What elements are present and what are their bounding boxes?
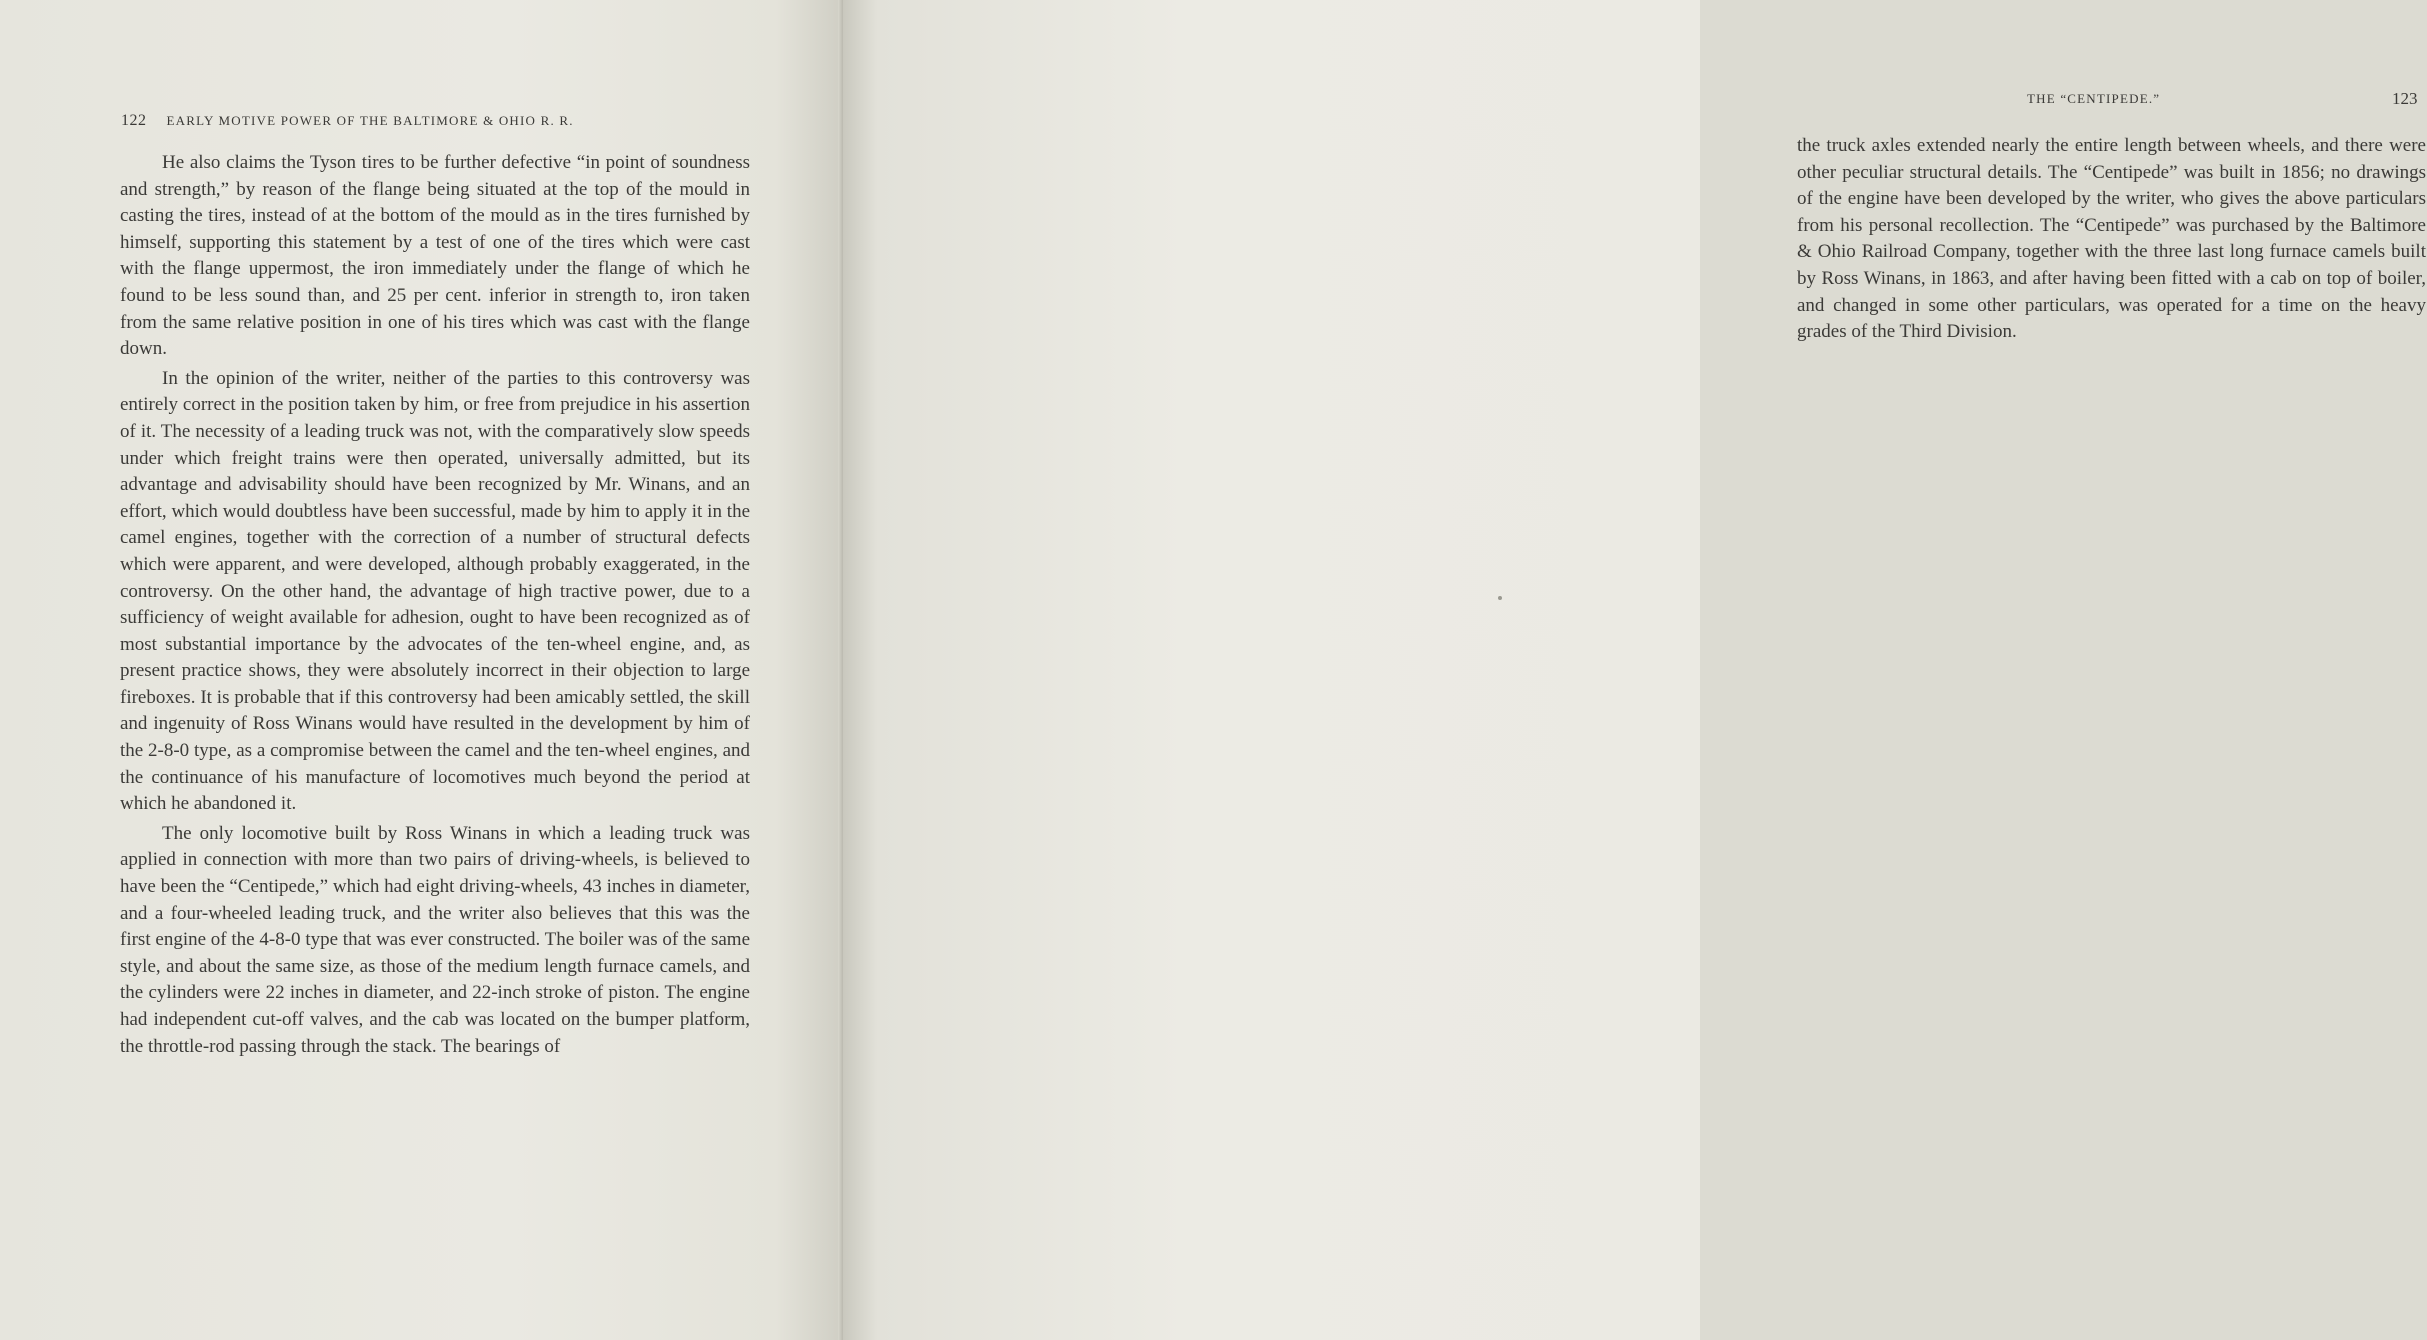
left-page-header (121, 112, 681, 130)
left-paragraph-2: In the opinion of the writer, neither of the parties to this controversy was entirely correct in the position taken by him, or free from prejudice in his assertion of it. The necessity of a leading truck was not, with the comparatively slow speeds under which freight trains were then operated, universally admitted, but its advantage and advisability should have been recognized by Mr. Winans, and an effort, which would doubtless have been successful, made by him to apply it in the camel engines, together with the correction of a number of structural defects which were apparent, and were developed, although probably exaggerated, in the controversy. On the other hand, the advantage of high tractive power, due to a sufficiency of weight available for adhesion, ought to have been recognized as of most substantial importance by the advocates of the ten-wheel engine, and, as present practice shows, they were absolutely incorrect in their objection to large fireboxes. It is probable that if this controversy had been amicably settled, the skill and ingenuity of Ross Winans would have resulted in the development by him of the 2-8-0 type, as a compromise between the camel and the ten-wheel engines, and the continuance of his manufacture of locomotives much beyond the period at which he abandoned it. (120, 367, 750, 815)
paper-speck (1498, 596, 1502, 600)
right-paragraph-1: the truck axles extended nearly the entire length between wheels, and there were other peculiar structural details. The “Centipede” was built in 1856; no drawings of the engine have been developed by the writer, who gives the above particulars from his personal recollection. The “Centipede” was purchased by the Baltimore & Ohio Railroad Company, together with the three last long furnace camels built by Ross Winans, in 1863, and after having been fitted with a cab on top of boiler, and changed in some other particulars, was operated for a time on the heavy grades of the Third Division. (1797, 135, 2426, 343)
left-paragraph-3: The only locomotive built by Ross Winans in which a leading truck was applied in connection with more than two pairs of driving-wheels, is believed to have been the “Centipede,” which had eight driving-wheels, 43 inches in diameter, and a four-wheeled leading truck, and the writer also believes that this was the first engine of the 4-8-0 type that was ever constructed. The boiler was of the same style, and about the same size, as those of the medium length furnace camels, and the cylinders were 22 inches in diameter, and 22-inch stroke of piston. The engine had independent cut-off valves, and the cab was located on the bumper platform, the throttle-rod passing through the stack. The bearings of (120, 822, 750, 1057)
right-page (843, 0, 2426, 1340)
left-page-text (120, 150, 750, 1063)
left-page (0, 0, 843, 1340)
right-page-header (2027, 90, 2427, 108)
left-page-number: 122 (121, 112, 147, 129)
left-running-head: EARLY MOTIVE POWER OF THE BALTIMORE & OHIO R. R. (166, 113, 574, 128)
right-page-text (1797, 133, 2426, 349)
left-paragraph-1: He also claims the Tyson tires to be further defective “in point of soundness and strength,” by reason of the flange being situated at the top of the mould in casting the tires, instead of at the bottom of the mould as in the tires furnished by himself, supporting this statement by a test of one of the tires which were cast with the flange uppermost, the iron immediately under the flange of which he found to be less sound than, and 25 per cent. inferior in strength to, iron taken from the same relative position in one of his tires which was cast with the flange down. (120, 152, 750, 360)
right-page-number: 123 (2392, 89, 2418, 108)
right-running-head: THE “CENTIPEDE.” (2027, 91, 2161, 106)
